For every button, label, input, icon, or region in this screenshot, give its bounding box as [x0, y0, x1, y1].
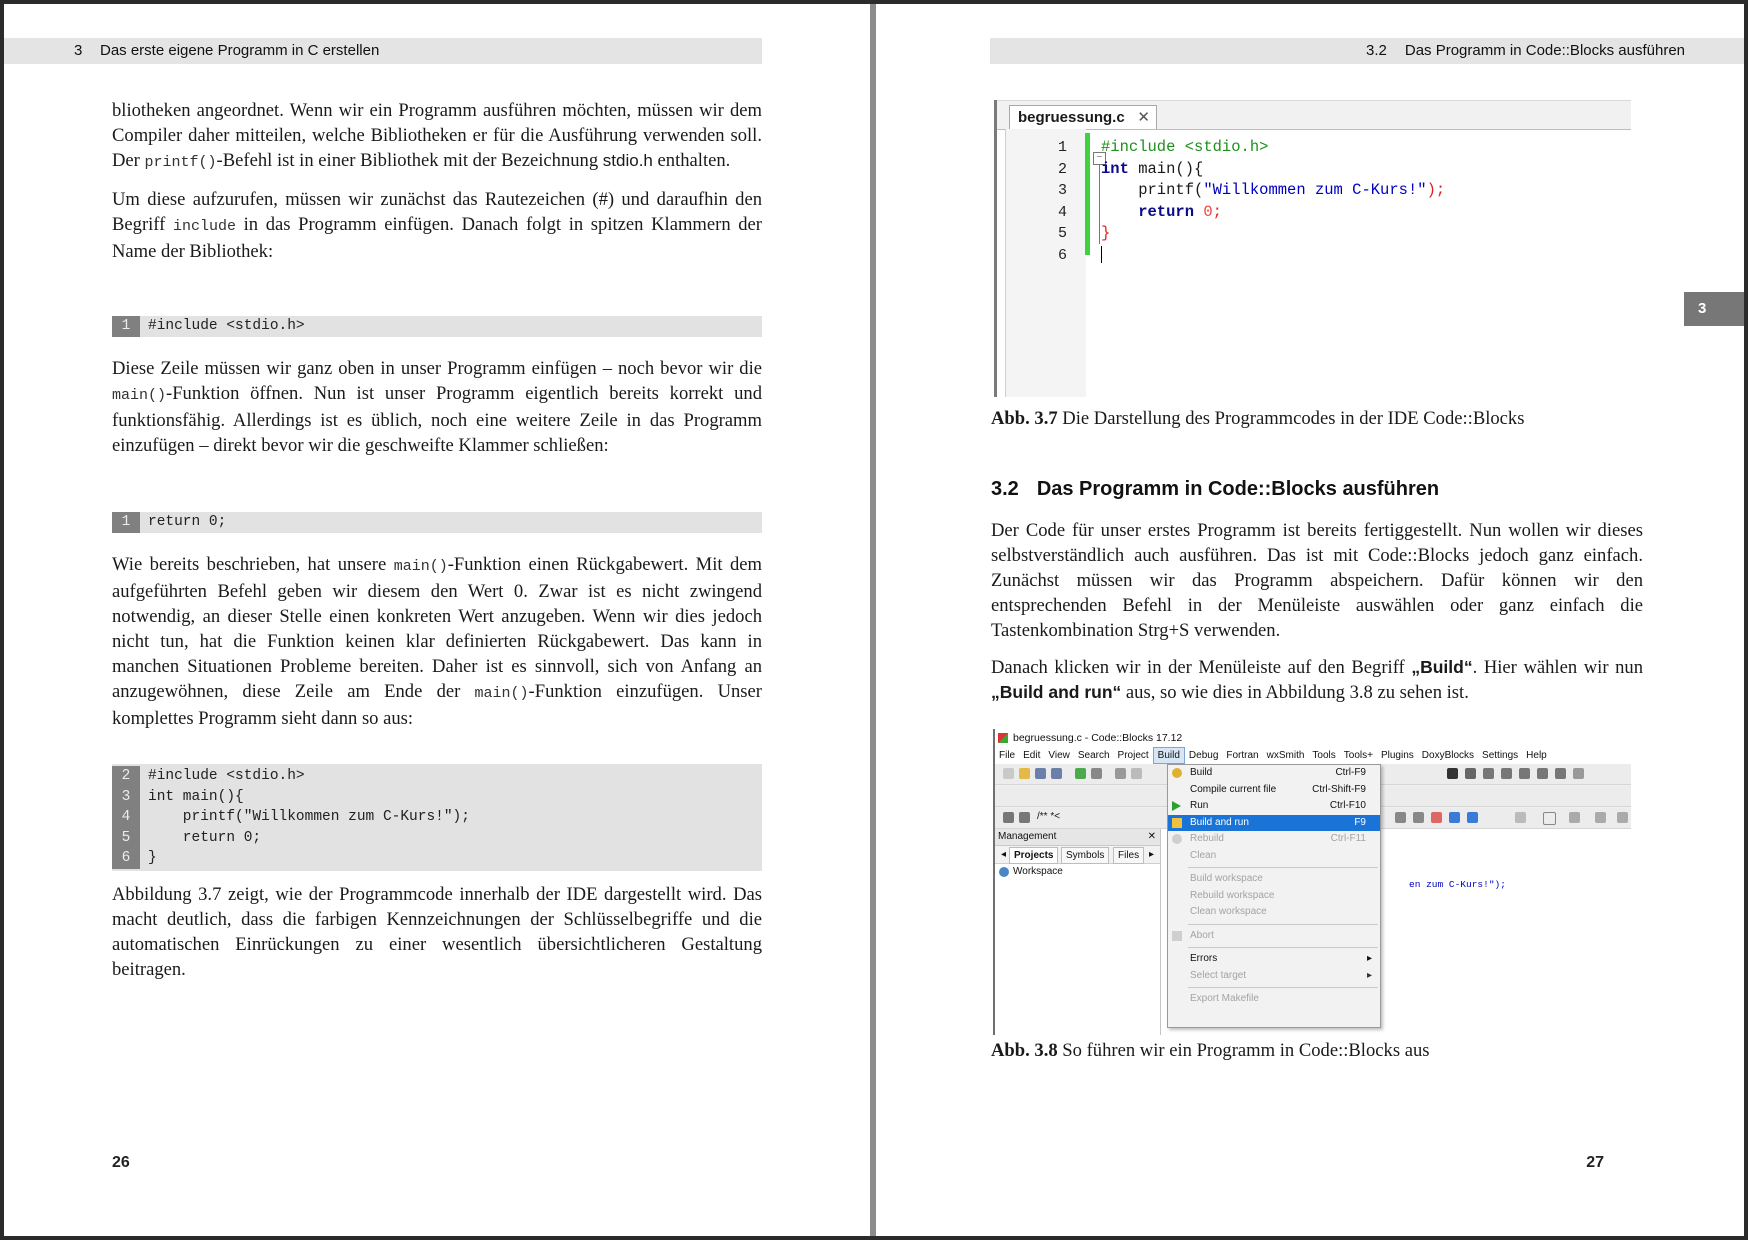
- chapter-title: Das erste eigene Programm in C erstellen: [100, 42, 380, 59]
- body-text-mid: [112, 356, 762, 470]
- code-preprocessor: #include <stdio.h>: [1101, 138, 1269, 156]
- menu-project[interactable]: Project: [1117, 750, 1149, 761]
- menu-wxsmith[interactable]: wxSmith: [1266, 750, 1305, 761]
- fold-line: [1099, 164, 1100, 244]
- menu-item-build-workspace[interactable]: Build workspace: [1190, 873, 1263, 884]
- editor-tab[interactable]: [1009, 105, 1157, 129]
- chapter-thumb-tab: 3: [1684, 292, 1744, 326]
- menu-fortran[interactable]: Fortran: [1226, 750, 1259, 761]
- menu-build[interactable]: Build: [1153, 747, 1185, 764]
- section-title: Das Programm in Code::Blocks ausführen: [1404, 42, 1685, 59]
- menu-separator: [1188, 987, 1378, 988]
- line-number: 1: [1057, 139, 1067, 156]
- code-text: );: [1426, 181, 1446, 199]
- code-listing-include: [112, 316, 762, 337]
- prev-icon[interactable]: [1395, 812, 1406, 823]
- paragraph: Wie bereits beschrieben, hat unsere main()-Funktion einen Rückgabewert. Mit dem aufgeführten Befehl geben wir diesem den Wert 0. Zwar ist es nicht zwingend notwendig, an dieser Stelle einen konkreten Wert anzugeben. Wenn wir dies jedoch nicht tun, hat die Funktion keinen klar definierten Rückgabewert. Das kann in manchen Situationen Probleme bereiten. Daher ist es sinnvoll, sich von Anfang an anzugewöhnen, diese Zeile am Ende der main()-Funktion einzufügen. Unser komplettes Programm sieht dann so aus:: [112, 554, 762, 729]
- menu-item-rebuild-workspace[interactable]: Rebuild workspace: [1190, 889, 1275, 901]
- open-folder-icon[interactable]: [1019, 768, 1030, 779]
- chevron-right-icon[interactable]: ▸: [1149, 849, 1155, 860]
- tab-projects[interactable]: Projects: [1009, 847, 1058, 864]
- right-page: [876, 4, 1744, 1236]
- inline-code: include: [172, 218, 236, 235]
- window-titlebar: [995, 729, 1631, 747]
- line-numbers: [997, 137, 1067, 266]
- inline-code: main(): [393, 558, 448, 575]
- build-menu-dropdown: [1167, 764, 1381, 1028]
- menu-item-build-and-run[interactable]: Build and run F9: [1168, 815, 1380, 832]
- menu-item-errors[interactable]: Errors ▸: [1168, 951, 1380, 968]
- bookmark-icon[interactable]: [1449, 812, 1460, 823]
- body-text-top: [112, 98, 762, 276]
- new-file-icon[interactable]: [1003, 768, 1014, 779]
- code-line-number: 4: [112, 807, 140, 828]
- menu-edit[interactable]: Edit: [1023, 750, 1041, 761]
- book-spread: [4, 4, 1744, 1236]
- menu-help[interactable]: Help: [1526, 750, 1547, 761]
- code-line-number: 5: [112, 828, 140, 849]
- code-keyword: return: [1101, 202, 1195, 221]
- section-heading-title: Das Programm in Code::Blocks ausführen: [1036, 478, 1440, 500]
- code-line: #include <stdio.h>: [148, 318, 305, 334]
- left-page: [4, 4, 870, 1236]
- code-keyword: int: [1101, 159, 1129, 178]
- menu-bar: [995, 747, 1631, 764]
- code-line: int main(){: [148, 788, 244, 805]
- jump-forward-icon[interactable]: [1019, 812, 1030, 823]
- management-tabs: [995, 846, 1160, 864]
- submenu-arrow-icon: ▸: [1366, 969, 1372, 981]
- management-title: Management: [998, 831, 1057, 842]
- app-icon: [998, 733, 1008, 743]
- menu-file[interactable]: File: [999, 750, 1016, 761]
- save-all-icon[interactable]: [1051, 768, 1062, 779]
- menu-item-export-makefile[interactable]: Export Makefile: [1190, 993, 1259, 1004]
- code-line: #include <stdio.h>: [148, 768, 305, 784]
- close-icon[interactable]: ✕: [1137, 109, 1150, 126]
- code-listing-full: [112, 764, 762, 871]
- section-number: 3.2: [1366, 42, 1387, 59]
- line-number: 5: [1057, 225, 1067, 242]
- code-line: return 0;: [148, 514, 227, 530]
- section-heading: [991, 478, 1439, 501]
- code-line: return 0;: [148, 829, 262, 846]
- step-into-icon[interactable]: [1483, 768, 1494, 779]
- library-name: stdio.h: [602, 151, 653, 170]
- menu-item-compile-current-file[interactable]: Compile current file Ctrl-Shift-F9: [1190, 783, 1366, 795]
- body-text-lower: [112, 552, 762, 743]
- select-icon[interactable]: [1515, 812, 1526, 823]
- code-text: printf(: [1101, 181, 1204, 199]
- image-icon[interactable]: [1569, 812, 1580, 823]
- submenu-arrow-icon: ▸: [1366, 953, 1372, 964]
- change-bar: [1085, 133, 1090, 255]
- code-line-number: 6: [112, 848, 140, 869]
- menu-item-select-target[interactable]: Select target ▸: [1168, 968, 1380, 985]
- tab-files[interactable]: Files: [1113, 847, 1144, 864]
- code-line: }: [148, 850, 157, 866]
- code-line-number: 2: [112, 766, 140, 787]
- management-header: [995, 829, 1160, 846]
- menu-plugins[interactable]: Plugins: [1380, 750, 1414, 761]
- caption-label: Abb. 3.8: [991, 1040, 1058, 1061]
- workspace-icon: [999, 867, 1009, 877]
- menu-debug[interactable]: Debug: [1188, 750, 1219, 761]
- undo-icon[interactable]: [1075, 768, 1086, 779]
- body-text: [991, 518, 1643, 717]
- abort-icon: [1172, 931, 1182, 941]
- find-icon[interactable]: [1467, 812, 1478, 823]
- play-icon: [1172, 801, 1181, 811]
- tab-symbols[interactable]: Symbols: [1061, 847, 1109, 864]
- workspace-label: Workspace: [1013, 866, 1063, 877]
- rebuild-icon: [1172, 834, 1182, 844]
- save-icon[interactable]: [1035, 768, 1046, 779]
- gear-icon: [1172, 768, 1182, 778]
- menu-separator: [1188, 924, 1378, 925]
- debug-icon[interactable]: [1465, 768, 1476, 779]
- code-number: 0: [1194, 202, 1213, 221]
- code-fragment: en zum C-Kurs!");: [1409, 879, 1506, 890]
- code-text: }: [1101, 224, 1111, 242]
- code-line-number: 1: [112, 316, 140, 337]
- page-number: 27: [1586, 1154, 1604, 1171]
- line-number: 2: [1057, 160, 1067, 178]
- redo-icon[interactable]: [1091, 768, 1102, 779]
- more-icon[interactable]: [1617, 812, 1628, 823]
- chevron-left-icon[interactable]: ◂: [1001, 849, 1007, 860]
- caption-text: So führen wir ein Programm in Code::Blocks aus: [1057, 1040, 1430, 1061]
- code-listing-return: [112, 512, 762, 533]
- menu-item-rebuild[interactable]: Rebuild Ctrl-F11: [1168, 831, 1380, 848]
- menu-item-build[interactable]: Build Ctrl-F9: [1168, 765, 1380, 782]
- line-number: 4: [1057, 203, 1067, 221]
- paragraph: Diese Zeile müssen wir ganz oben in unser Programm einfügen – noch bevor wir die main()-Funktion öffnen. Nun ist unser Programm eigentlich bereits korrekt und funktionsfähig. Allerdings ist es üblich, noch eine weitere Zeile in das Programm einzufügen – direkt bevor wir die geschweifte Klammer schließen:: [112, 358, 762, 456]
- paragraph: Um diese aufzurufen, müssen wir zunächst das Rautezeichen (#) und daraufhin den Begriff include in das Programm einfügen. Danach folgt in spitzen Klammern der Name der Bibliothek:: [112, 189, 762, 262]
- chapter-number: 3: [74, 42, 83, 59]
- menu-settings[interactable]: Settings: [1482, 750, 1519, 761]
- caption-text: Die Darstellung des Programmcodes in der IDE Code::Blocks: [1057, 408, 1525, 429]
- menu-separator: [1188, 947, 1378, 948]
- menu-search[interactable]: Search: [1077, 750, 1110, 761]
- step-out-icon[interactable]: [1519, 768, 1530, 779]
- section-heading-number: 3.2: [991, 478, 1019, 500]
- body-text-bottom: [112, 882, 762, 994]
- menu-separator: [1188, 867, 1378, 868]
- next-instruction-icon[interactable]: [1537, 768, 1548, 779]
- menu-doxyblocks[interactable]: DoxyBlocks: [1421, 750, 1475, 761]
- fold-toggle-icon[interactable]: −: [1093, 152, 1106, 165]
- paragraph: Danach klicken wir in der Menüleiste auf den Begriff „Build“. Hier wählen wir nun „Build and run“ aus, so wie dies in Abbildung 3.8 zu sehen ist.: [991, 657, 1643, 703]
- menu-tools[interactable]: Tools: [1312, 750, 1336, 761]
- highlight-icon[interactable]: [1431, 812, 1442, 823]
- figure-caption: [991, 406, 1524, 431]
- close-icon[interactable]: ✕: [1147, 831, 1156, 842]
- build-run-icon: [1172, 818, 1182, 828]
- rectangle-icon[interactable]: [1543, 812, 1556, 825]
- paragraph: Der Code für unser erstes Programm ist bereits fertiggestellt. Nun wollen wir dieses selbstverständlich auch ausführen. Das ist mit Code::Blocks jedoch ganz einfach. Zunächst müssen wir das Programm abspeichern. Dafür können wir den entsprechenden Befehl in der Menüleiste auswählen oder ganz einfach die Tastenkombination Strg+S verwenden.: [991, 520, 1643, 641]
- inline-code: main(): [112, 387, 167, 404]
- menu-tools-plus[interactable]: Tools+: [1343, 750, 1373, 761]
- run-icon[interactable]: [1447, 768, 1458, 779]
- window-title: begruessung.c - Code::Blocks 17.12: [1013, 732, 1183, 744]
- jump-back-icon[interactable]: [1003, 812, 1014, 823]
- paragraph: bliotheken angeordnet. Wenn wir ein Programm ausführen möchten, müssen wir dem Compiler daher mitteilen, welche Bibliotheken er für die Ausführung verwenden soll. Der printf()-Befehl ist in einer Bibliothek mit der Bezeichnung stdio.h enthalten.: [112, 100, 762, 171]
- management-panel: [995, 829, 1161, 1035]
- running-head: [4, 38, 762, 64]
- editor-tab-strip: [997, 100, 1631, 130]
- paragraph: Abbildung 3.7 zeigt, wie der Programmcode innerhalb der IDE dargestellt wird. Das macht deutlich, dass die farbigen Kennzeichnungen der Schlüsselbegriffe und die automatischen Einrückungen zu einer wesentlich übersichtlicheren Gestaltung beitragen.: [112, 884, 762, 980]
- page-number: 26: [112, 1154, 130, 1171]
- break-icon[interactable]: [1555, 768, 1566, 779]
- figure-code-editor: [994, 100, 1631, 397]
- pause-icon[interactable]: [1573, 768, 1584, 779]
- editor-source[interactable]: [1101, 137, 1445, 266]
- code-line: printf("Willkommen zum C-Kurs!");: [148, 809, 470, 825]
- menu-item-abort[interactable]: Abort: [1168, 928, 1380, 945]
- menu-view[interactable]: View: [1048, 750, 1070, 761]
- code-line-number: 3: [112, 787, 140, 808]
- code-line-number: 1: [112, 512, 140, 533]
- code-text: main(){: [1128, 159, 1204, 178]
- cut-icon[interactable]: [1115, 768, 1126, 779]
- inline-code: main(): [474, 685, 529, 702]
- next-icon[interactable]: [1413, 812, 1424, 823]
- line-number: 6: [1057, 246, 1067, 264]
- code-string: "Willkommen zum C-Kurs!": [1203, 181, 1427, 199]
- code-text: ;: [1212, 202, 1222, 221]
- running-head: [990, 38, 1744, 64]
- editor-tab-label: begruessung.c: [1018, 109, 1125, 126]
- line-number: 3: [1057, 182, 1067, 199]
- edit-icon[interactable]: [1595, 812, 1606, 823]
- inline-code: printf(): [144, 154, 217, 171]
- workspace-node[interactable]: [995, 864, 1160, 879]
- copy-icon[interactable]: [1131, 768, 1142, 779]
- caption-label: Abb. 3.7: [991, 408, 1058, 429]
- figure-caption: [991, 1038, 1430, 1063]
- menu-item-run[interactable]: Run Ctrl-F10: [1168, 798, 1380, 815]
- figure-ide-screenshot: [993, 729, 1631, 1035]
- menu-item-clean-workspace[interactable]: Clean workspace: [1190, 906, 1267, 917]
- menu-item-clean[interactable]: Clean: [1190, 849, 1217, 861]
- text-cursor: [1101, 246, 1102, 263]
- comment-block-button[interactable]: /** *<: [1037, 811, 1061, 822]
- step-over-icon[interactable]: [1501, 768, 1512, 779]
